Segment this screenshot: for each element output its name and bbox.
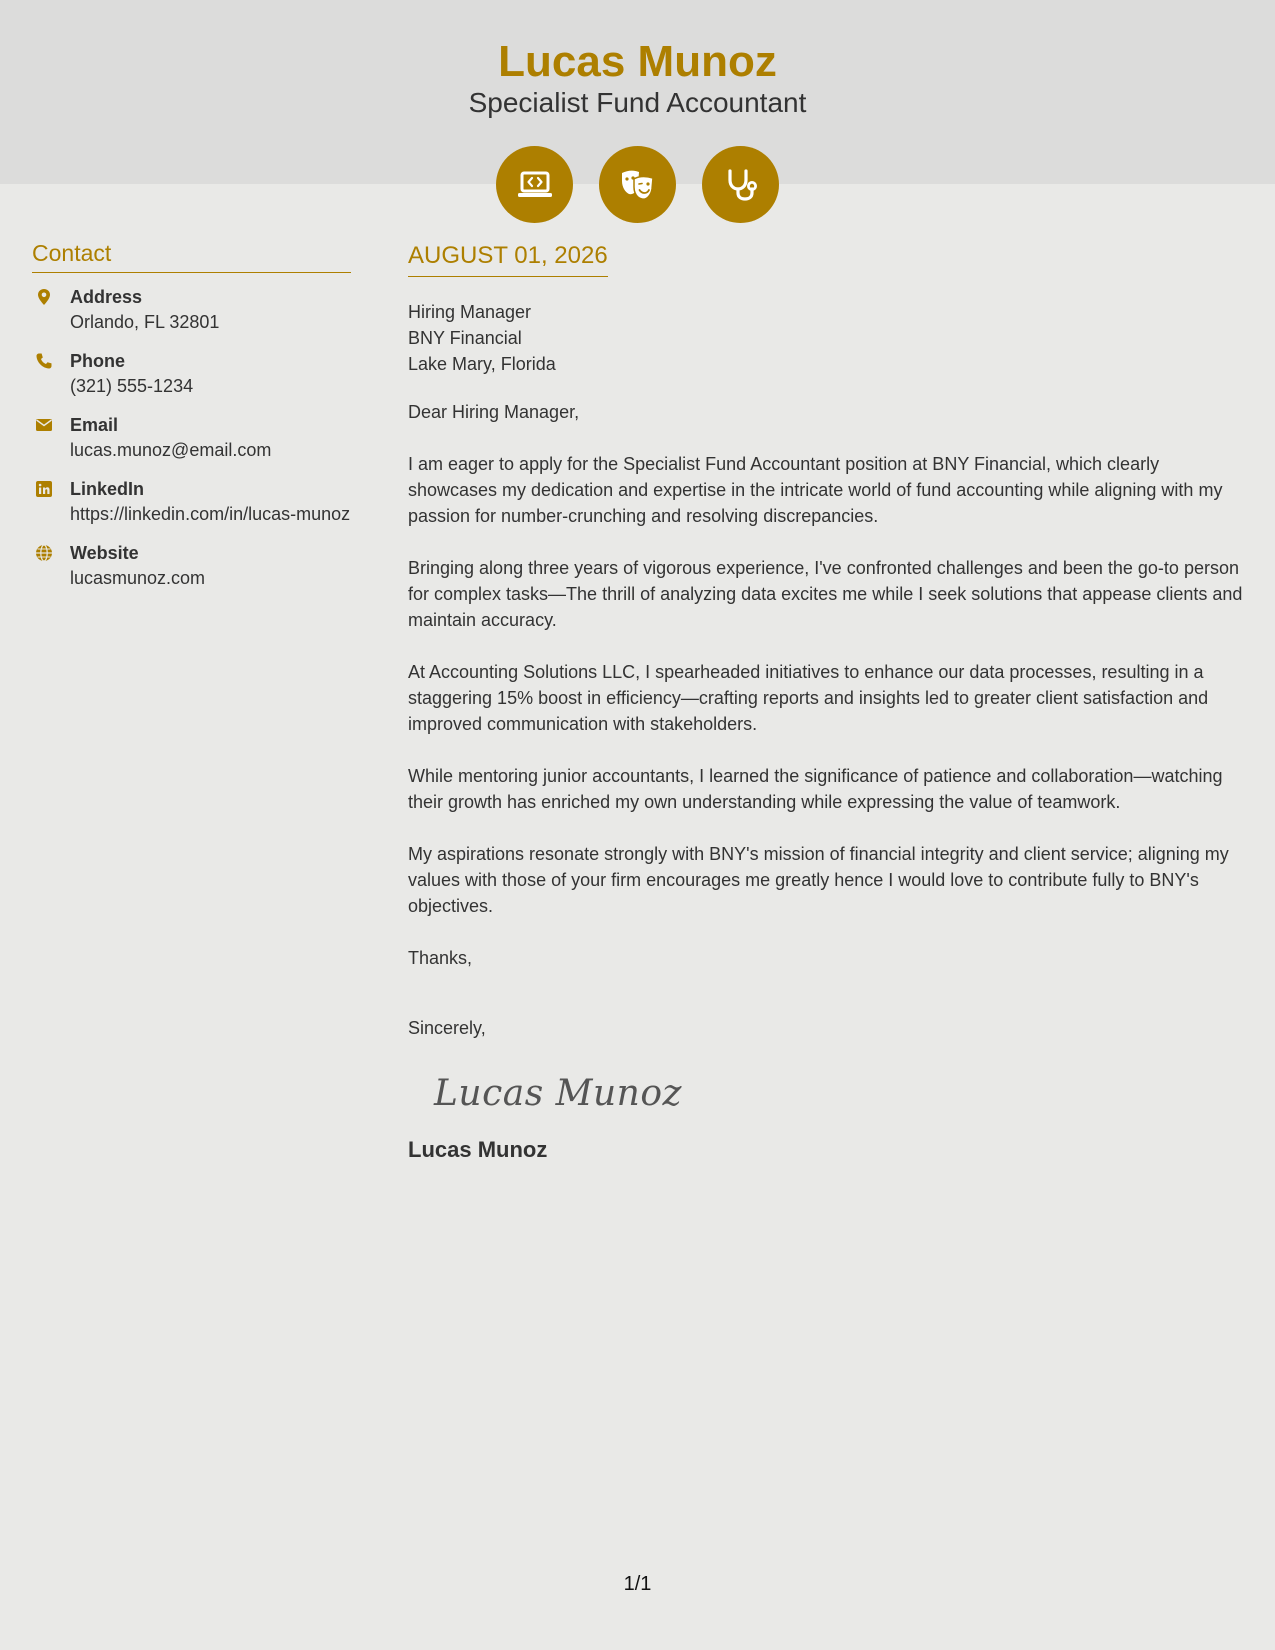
contact-value: lucas.munoz@email.com xyxy=(70,440,272,460)
salutation: Dear Hiring Manager, xyxy=(408,402,580,422)
contact-item-email xyxy=(32,413,351,463)
closing-thanks: Thanks, xyxy=(408,948,473,968)
contact-value: Orlando, FL 32801 xyxy=(70,312,220,332)
laptop-code-icon xyxy=(496,146,573,223)
contact-label: LinkedIn xyxy=(70,479,145,499)
recipient-block xyxy=(408,299,1253,377)
recipient-line: BNY Financial xyxy=(408,328,522,348)
job-title: Specialist Fund Accountant xyxy=(468,87,807,118)
contact-label: Website xyxy=(70,543,139,563)
contact-item-address xyxy=(32,285,351,335)
contact-item-website xyxy=(32,541,351,591)
contact-value: (321) 555-1234 xyxy=(70,376,194,396)
contact-value: https://linkedin.com/in/lucas-munoz xyxy=(70,504,351,524)
contact-label: Address xyxy=(70,287,143,307)
contact-label: Email xyxy=(70,415,119,435)
theater-masks-icon xyxy=(599,146,676,223)
handwritten-signature: Lucas Munoz xyxy=(434,1073,683,1114)
closing-sincerely: Sincerely, xyxy=(408,1018,486,1038)
envelope-icon xyxy=(32,413,70,463)
contact-section-title: Contact xyxy=(32,238,351,273)
contact-list xyxy=(32,285,351,591)
map-marker-icon xyxy=(32,285,70,335)
contact-label: Phone xyxy=(70,351,126,371)
contact-item-phone xyxy=(32,349,351,399)
stethoscope-icon xyxy=(702,146,779,223)
contact-item-linkedin xyxy=(32,477,351,527)
letter-paragraph: While mentoring junior accountants, I learned the significance of patience and collaboration—watching their growth has enriched my own understanding while expressing the value of teamwork. xyxy=(408,766,1223,812)
candidate-name: Lucas Munoz xyxy=(498,37,777,86)
recipient-line: Hiring Manager xyxy=(408,302,532,322)
letter-paragraph: I am eager to apply for the Specialist Fund Accountant position at BNY Financial, which clearly showcases my dedication and expertise in the intricate world of fund accounting while aligning with my passion for number-crunching and resolving discrepancies. xyxy=(408,454,1223,526)
signoff-name: Lucas Munoz xyxy=(408,1137,548,1162)
letter-paragraph: Bringing along three years of vigorous experience, I've confronted challenges and been the go-to person for complex tasks—The thrill of analyzing data excites me while I seek solutions that appease clients and maintain accuracy. xyxy=(408,558,1243,630)
phone-icon xyxy=(32,349,70,399)
interest-icons xyxy=(496,146,779,222)
letter-paragraph: At Accounting Solutions LLC, I spearheaded initiatives to enhance our data processes, resulting in a staggering 15% boost in efficiency—crafting reports and insights led to greater client satisfaction and improved communication with stakeholders. xyxy=(408,662,1209,734)
linkedin-icon xyxy=(32,477,70,527)
letter-date: AUGUST 01, 2026 xyxy=(408,240,608,277)
letter-body xyxy=(408,240,1253,1165)
page-number: 1/1 xyxy=(623,1573,652,1595)
globe-icon xyxy=(32,541,70,591)
recipient-line: Lake Mary, Florida xyxy=(408,354,556,374)
contact-value: lucasmunoz.com xyxy=(70,568,206,588)
letter-paragraph: My aspirations resonate strongly with BNY's mission of financial integrity and client service; aligning my values with those of your firm encourages me greatly hence I would love to contribute fully to BNY's objectives. xyxy=(408,844,1229,916)
contact-sidebar xyxy=(32,238,351,605)
